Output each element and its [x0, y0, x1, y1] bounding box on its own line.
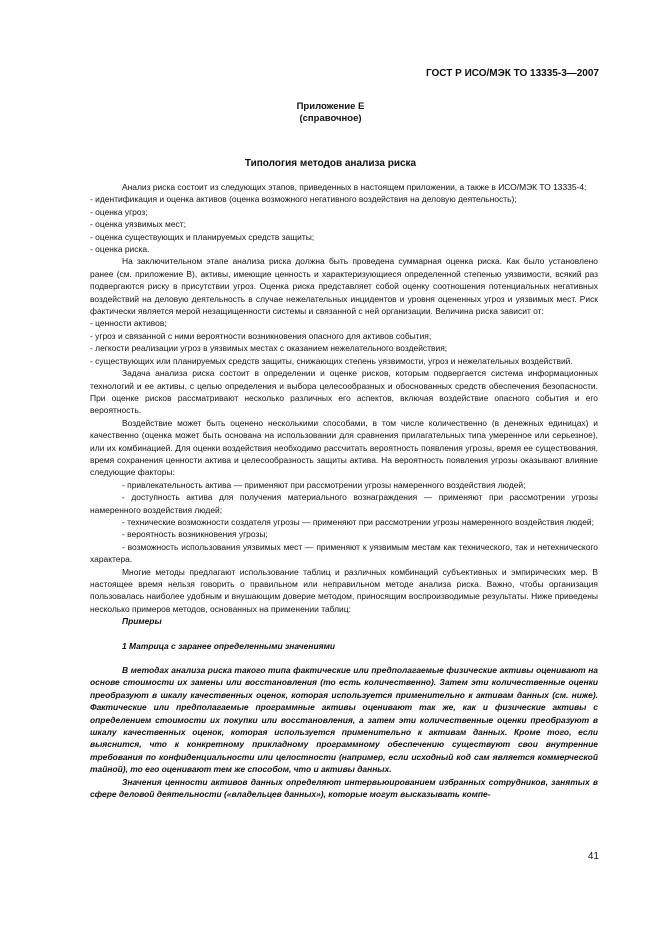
section-title: Типология методов анализа риска — [244, 158, 417, 169]
annex-heading — [0, 101, 661, 125]
list-item: - оценка риска. — [90, 244, 150, 255]
annex-title: Приложение Е — [296, 101, 365, 112]
paragraph: Анализ риска состоит из следующих этапов, приведенных в настоящем приложении, а также в ИСО/МЭК ТО 13335-4: — [122, 182, 587, 192]
list-item: - угроз и связанной с ними вероятности возникновения опасного для активов события; — [90, 330, 432, 341]
list-item: - привлекательность актива — применяют при рассмотрении угрозы намеренного воздействия людей; — [122, 479, 526, 490]
example-paragraph: Значения ценности активов данных определяют интервьюированием избранных сотрудников, занятых в сфере деловой деятельности («владельцев данных»), которые могут высказывать компе- — [90, 776, 598, 800]
list-item: - технические возможности создателя угрозы — применяют при рассмотрении угрозы намеренного воздействия людей; — [122, 516, 594, 527]
paragraph: На заключительном этапе анализа риска должна быть проведена суммарная оценка риска. Как было установлено ранее (см. приложение В), активы, имеющие ценность и характеризующиеся определенной степенью уязвимости, всякий раз подвергаются риску в присутствии угроз. Оценка риска представляет собой оценку соотношения потенциальных негативных воздействий на деловую деятельность в случае нежелательных инцидентов и уровня оцененных угроз и уязвимых мест. Риск фактически является мерой незащищенности системы и связанной с ней организации. Величина риска зависит от: — [90, 256, 598, 317]
list-item: - легкости реализации угроз в уязвимых местах с оказанием нежелательного воздействия; — [90, 343, 448, 354]
standard-header: ГОСТ Р ИСО/МЭК ТО 13335-3—2007 — [425, 68, 599, 79]
list-item: - оценка существующих и планируемых средств защиты; — [90, 231, 315, 242]
list-item: - оценка угроз; — [90, 206, 148, 217]
list-item: - возможность использования уязвимых мест — применяют к уязвимым местам как технического, так и нетехнического характера. — [90, 541, 598, 565]
example-heading: 1 Матрица с заранее определенными значениями — [122, 640, 335, 651]
list-item: - ценности активов; — [90, 318, 167, 329]
list-item: - вероятность возникновения угрозы; — [122, 529, 268, 540]
annex-note: (справочное) — [299, 113, 362, 124]
list-item: - идентификация и оценка активов (оценка возможного негативного воздействия на деловую деятельность); — [90, 194, 517, 205]
example-paragraph: В методах анализа риска такого типа фактические или предполагаемые физические активы оценивают на основе стоимости их замены или восстановления (то есть количественно). Затем эти количественные оценки преобразуют в шкалу качественных оценок, которая используется применительно к активам данных (см. ниже). Фактические или предполагаемые программные активы оценивают так же, как и физические активы с определением стоимости их покупки или восстановления, а затем эти количественные оценки преобразуют в шкалу качественных оценок, которая используется применительно к активам данных. Кроме того, если выяснится, что к конкретному прикладному программному обеспечению существуют свои внутренние требования по конфиденциальности или целостности (например, если исходный код сам является коммерческой тайной), то его оценивают тем же способом, что и активы данных. — [90, 665, 598, 775]
paragraph: Воздействие может быть оценено несколькими способами, в том числе количественно (в денежных единицах) и качественно (оценка может быть основана на использовании для сравнения прилагательных типа умеренное или серьезное), или их комбинацией. Для оценки воздействия необходимо рассчитать вероятность появления угрозы, время ее существования, время сохранения ценности актива и целесообразность защиты актива. На вероятность появления угрозы оказывают влияние следующие факторы: — [90, 417, 598, 478]
list-item: - оценка уязвимых мест; — [90, 219, 186, 230]
paragraph: Многие методы предлагают использование таблиц и различных комбинаций субъективных и эмпирических мер. В настоящее время нельзя говорить о правильном или неправильном методе анализа риска. Важно, чтобы организация пользовалась наиболее удобным и внушающим доверие методом, приносящим воспроизводимые результаты. Ниже приведены несколько примеров методов, основанных на применении таблиц: — [90, 566, 598, 614]
document-body — [90, 181, 598, 801]
page-number: 41 — [587, 851, 599, 862]
list-item: - существующих или планируемых средств защиты, снижающих степень уязвимости, угроз и нежелательных воздействий. — [90, 355, 573, 366]
list-item: - доступность актива для получения материального вознаграждения — применяют при рассмотрении угрозы намеренного воздействия людей; — [90, 492, 598, 515]
examples-label: Примеры — [122, 616, 162, 627]
paragraph: Задача анализа риска состоит в определении и оценке рисков, которым подвергается система информационных технологий и ее активы, с целью определения и выбора целесообразных и обоснованных средств обеспечения безопасности. При оценке рисков рассматривают несколько различных его аспектов, включая воздействие опасного события и его вероятность. — [90, 368, 598, 416]
